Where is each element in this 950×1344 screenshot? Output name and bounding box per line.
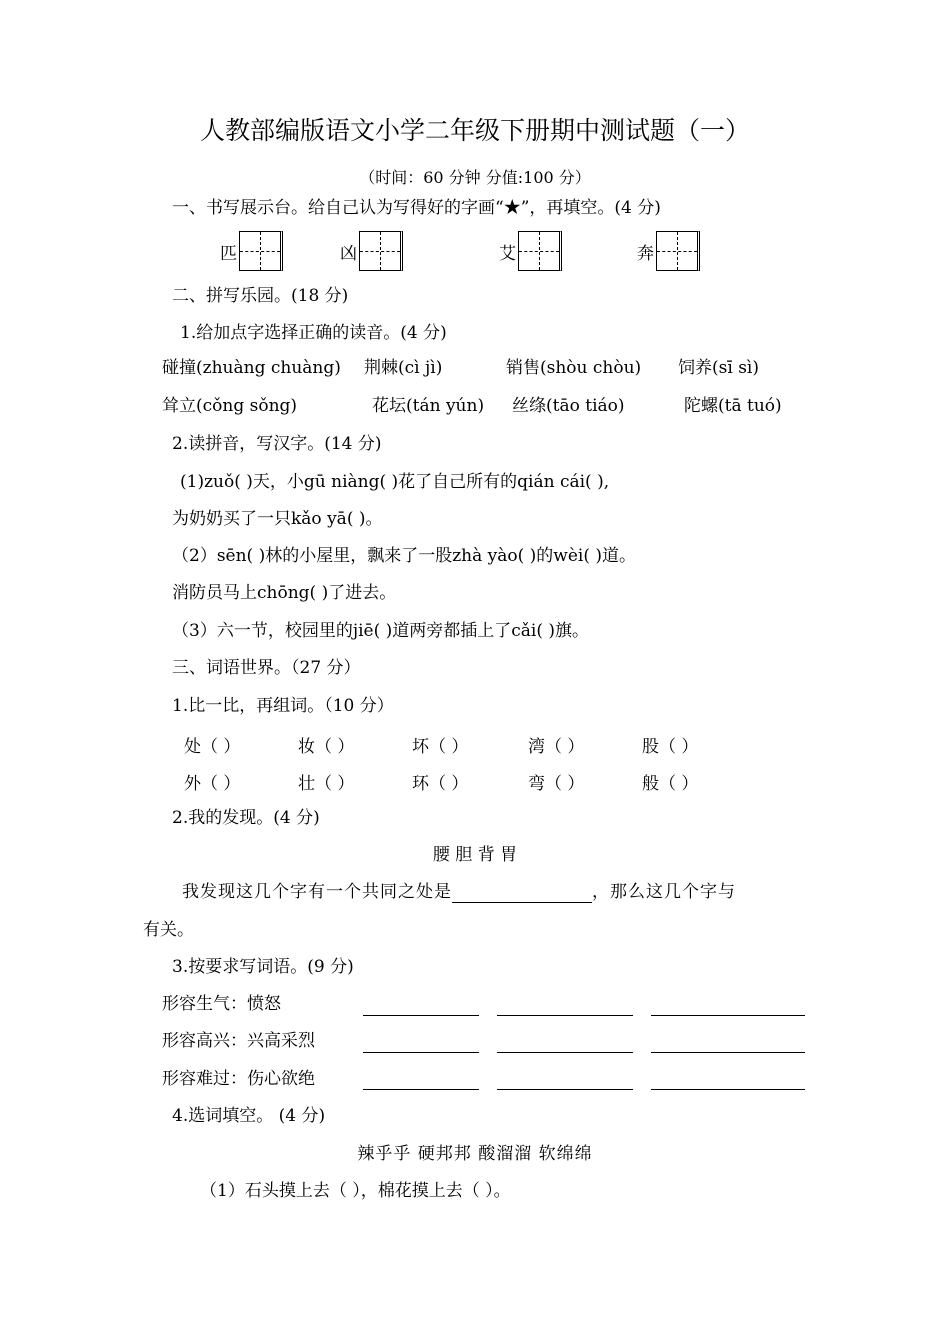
grid-item-4 [637,231,700,271]
answer-line[interactable] [651,1052,805,1053]
reading-option: 陀螺(tā tuó) [684,396,782,416]
discovery-text-b: ，那么这几个字与 [592,882,736,902]
tianzige-box[interactable] [518,231,562,271]
reading-option: 碰撞(zhuàng chuàng) [162,358,341,378]
reading-option: 饲养(sī sì) [678,358,759,378]
reading-option: 荆棘(cì jì) [364,358,443,378]
grid-char: 奔 [637,243,654,264]
pinyin-line: 为奶奶买了一只kǎo yā( )。 [172,509,383,529]
answer-line[interactable] [497,1052,633,1053]
grid-char: 凶 [340,243,357,264]
section1-heading: 一、书写展示台。给自己认为写得好的字画“★”，再填空。(4 分) [172,198,661,218]
compare-word: 外（ ） [184,774,241,794]
grid-char: 艾 [499,243,516,264]
q3-3-heading: 3.按要求写词语。(9 分) [172,957,354,977]
answer-line[interactable] [497,1015,633,1016]
compare-word: 处（ ） [184,737,241,757]
q2-2-heading: 2.读拼音，写汉字。(14 分) [172,434,382,454]
discovery-text-a: 我发现这几个字有一个共同之处是 [182,882,452,902]
compare-word: 湾（ ） [528,737,585,757]
reading-option: 丝绦(tāo tiáo) [512,396,625,416]
word-prompt: 形容生气：愤怒 [162,994,281,1014]
compare-word: 股（ ） [642,737,699,757]
reading-option: 花坛(tán yún) [372,396,485,416]
word-prompt: 形容高兴：兴高采烈 [162,1031,315,1051]
grid-item-2 [340,231,403,271]
tianzige-box[interactable] [239,231,283,271]
grid-char: 匹 [220,243,237,264]
answer-line[interactable] [363,1015,479,1016]
answer-line[interactable] [651,1015,805,1016]
discovery-sentence [182,881,736,903]
compare-word: 妆（ ） [298,737,355,757]
grid-item-1 [220,231,283,271]
tianzige-box[interactable] [359,231,403,271]
reading-option: 销售(shòu chòu) [506,358,642,378]
compare-word: 环（ ） [412,774,469,794]
answer-line[interactable] [651,1089,805,1090]
word-choices: 辣乎乎 硬邦邦 酸溜溜 软绵绵 [357,1144,593,1164]
section3-heading: 三、词语世界。（27 分） [172,658,361,678]
q3-2-heading: 2.我的发现。(4 分) [172,808,320,828]
pinyin-line: （2）sēn( )林的小屋里，飘来了一股zhà yào( )的wèi( )道。 [172,546,637,566]
discovery-text-c: 有关。 [143,920,194,940]
page-title: 人教部编版语文小学二年级下册期中测试题（一） [199,116,750,145]
reading-option: 耸立(cǒng sǒng) [162,396,298,416]
discovery-chars: 腰 胆 背 胃 [432,845,518,865]
answer-line[interactable] [363,1089,479,1090]
q3-1-heading: 1.比一比，再组词。（10 分） [172,696,394,716]
pinyin-line: 消防员马上chōng( )了进去。 [172,583,397,603]
compare-word: 弯（ ） [528,774,585,794]
q2-1-heading: 1.给加点字选择正确的读音。(4 分) [180,323,447,343]
pinyin-line: （3）六一节，校园里的jiē( )道两旁都插上了cǎi( )旗。 [172,621,590,641]
q3-4-heading: 4.选词填空。 (4 分) [172,1106,326,1126]
compare-word: 般（ ） [642,774,699,794]
section2-heading: 二、拼写乐园。(18 分) [172,286,349,306]
compare-word: 坏（ ） [412,737,469,757]
answer-blank[interactable] [452,884,592,903]
fill-sentence: （1）石头摸上去（ ），棉花摸上去（ ）。 [200,1181,511,1201]
tianzige-box[interactable] [656,231,700,271]
pinyin-line: (1)zuǒ( )天，小gū niàng( )花了自己所有的qián cái( ), [180,472,610,492]
page-subtitle: （时间：60 分钟 分值:100 分） [359,168,591,187]
word-prompt: 形容难过：伤心欲绝 [162,1069,315,1089]
answer-line[interactable] [497,1089,633,1090]
grid-item-3 [499,231,562,271]
compare-word: 壮（ ） [298,774,355,794]
answer-line[interactable] [363,1052,479,1053]
